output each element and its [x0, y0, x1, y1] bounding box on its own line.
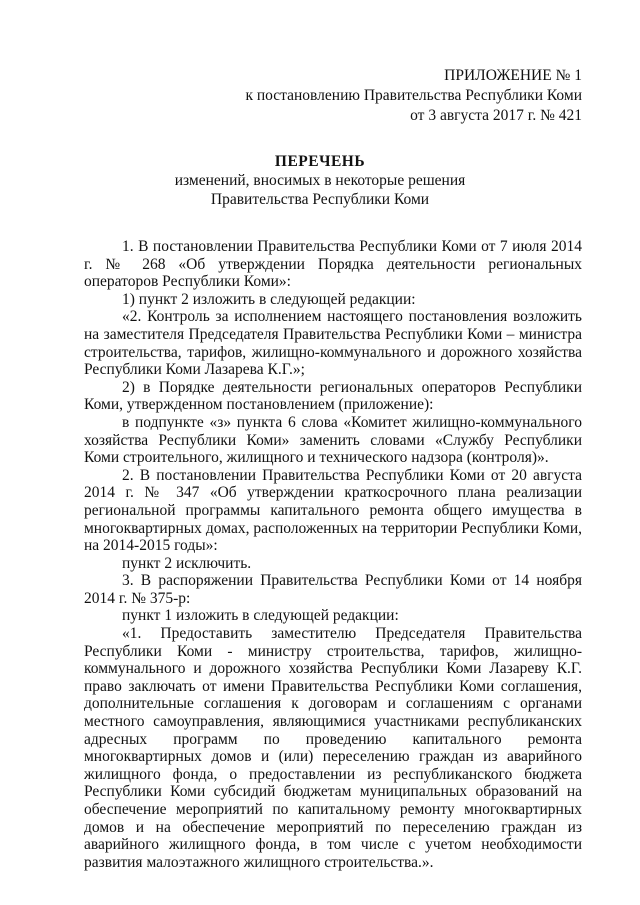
paragraph-7: пункт 2 исключить. [122, 554, 252, 572]
appendix-date: от 3 августа 2017 г. № 421 [410, 107, 582, 124]
appendix-number: ПРИЛОЖЕНИЕ № 1 [444, 67, 582, 84]
paragraph-9: пункт 1 изложить в следующей редакции: [122, 607, 399, 625]
appendix-header [245, 66, 582, 126]
paragraph-10: «1. Предоставить заместителю Председателя Правительства Республики Коми - министру строительства, тарифов, жилищно-коммунального и дорожного хозяйства Республики Коми Лазареву К.Г. право заключать от имени Правительства Республики Коми соглашения, дополнительные соглашения к договорам и соглашениям с органами местного самоуправления, являющимися участниками республиканских адресных программ по проведению капитального ремонта многоквартирных домов и (или) переселению граждан из аварийного жилищного фонда, о предоставлении из республиканского бюджета Республики Коми субсидий бюджетам муниципальных образований на обеспечение мероприятий по капитальному ремонту многоквартирных домов и на обеспечение мероприятий по переселению граждан из аварийного жилищного фонда, в том числе с учетом необходимости развития малоэтажного жилищного строительства.». [84, 625, 582, 871]
paragraph-8: 3. В распоряжении Правительства Республики Коми от 14 ноября 2014 г. № 375-р: [84, 572, 582, 607]
document-body [84, 238, 582, 871]
document-title-block [0, 152, 640, 209]
paragraph-1: 1. В постановлении Правительства Республики Коми от 7 июля 2014 г. № 268 «Об утверждении Порядка деятельности региональных операторов Республики Коми»: [84, 238, 582, 291]
document-subtitle-line1: изменений, вносимых в некоторые решения [174, 172, 466, 189]
paragraph-5: в подпункте «з» пункта 6 слова «Комитет жилищно-коммунального хозяйства Республики Коми» заменить словами «Службу Республики Коми строительного, жилищного и технического надзора (контроля)». [84, 413, 582, 467]
paragraph-6: 2. В постановлении Правительства Республики Коми от 20 августа 2014 г. № 347 «Об утверждении краткосрочного плана реализации региональной программы капитального ремонта общего имущества в многоквартирных домах, расположенных на территории Республики Коми, на 2014-2015 годы»: [84, 466, 582, 555]
paragraph-2: 1) пункт 2 изложить в следующей редакции: [122, 290, 416, 308]
document-title: ПЕРЕЧЕНЬ [274, 153, 366, 170]
paragraph-3: «2. Контроль за исполнением настоящего постановления возложить на заместителя Председателя Правительства Республики Коми – министра строительства, тарифов, жилищно-коммунального и дорожного хозяйства Республики Коми Лазарева К.Г.»; [84, 308, 582, 379]
paragraph-4: 2) в Порядке деятельности региональных операторов Республики Коми, утвержденном постановлением (приложение): [84, 378, 582, 414]
document-subtitle-line2: Правительства Республики Коми [210, 191, 430, 208]
appendix-reference: к постановлению Правительства Республики Коми [245, 87, 582, 104]
